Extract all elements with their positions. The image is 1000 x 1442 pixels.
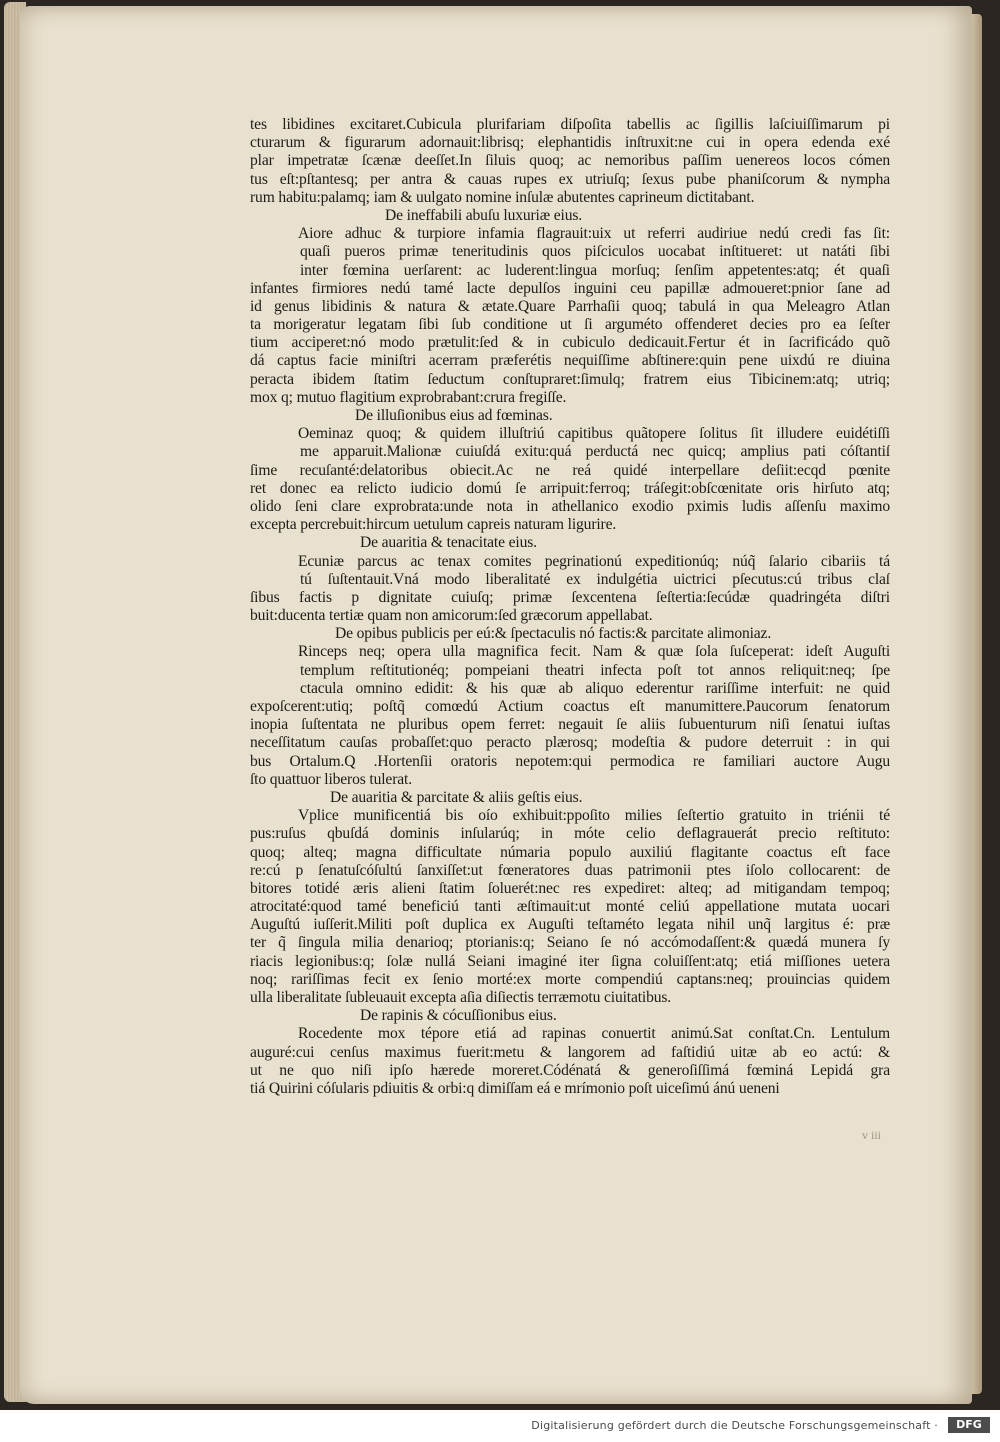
- text-line: ſime recuſanté:delatoribus obiecit.Ac ne reá quidé interpellare deſiit:ecqd pœnite: [250, 461, 890, 479]
- text-line: peracta ibidem ſtatim ſeductum conſtupraret:ſimulq; fratrem eius Tibicinem:atq; utriq;: [250, 370, 890, 388]
- text-line: quoq; alteq; magna difficultate númaria populo auxiliú flagitante coactus eſt face: [250, 843, 890, 861]
- dfg-logo-icon: DFG: [948, 1417, 990, 1433]
- section-heading: De opibus publicis per eú:& ſpectaculis nó factis:& parcitate alimoniaz.: [335, 625, 772, 643]
- text-line: plar impetratæ ſcænæ deeſſet.In ſiluis quoq; ac nemoribus paſſim uenereos locos cómen: [250, 152, 890, 170]
- section-heading: De auaritia & parcitate & aliis geſtis eius.: [330, 788, 583, 806]
- text-line: noq; rariſſimas fecit ex ſenio morté:ex morte compendiú captans:neq; prouincias quidem: [250, 970, 890, 988]
- section-heading: De ineffabili abuſu luxuriæ eius.: [385, 206, 583, 224]
- text-line: bitores totidé æris alieni ſtatim ſoluerét:nec res expediret: alteq; ad mitigandam tempoq;: [250, 879, 890, 897]
- text-line: neceſſitatum cauſas probaſſet:quo peracto plærosq; modeſtia & pudore deterruit : in qui: [250, 734, 890, 752]
- text-line: tú ſuſtentauit.Vná modo liberalitaté ex indulgétia uictrici pſecutus:cú tribus claſ: [300, 570, 890, 588]
- text-line: inopia ſuſtentata ne pluribus opem ferret: negauit ſe aliis ſubuenturum niſi ſenatui iuſtas: [250, 716, 890, 734]
- text-line: atrocitaté:quod tamé beneficiú tanti æſtimauit:ut monté celiú appellatione mutata uocari: [250, 898, 890, 916]
- text-line: me apparuit.Malionæ cuiuſdá exitu:quá perductá nec quicq; amplius pati cóſtantiſ: [300, 443, 890, 461]
- text-line: Aiore adhuc & turpiore infamia flagrauit:uix ut referri audiriue nedú credi fas ſit:: [298, 225, 890, 243]
- section-heading: De rapinis & cócuſſionibus eius.: [360, 1007, 557, 1025]
- text-line: inter fœmina uerſarent: ac luderent:lingua morſuq; ſenſim appetentes:atq; ét quaſi: [300, 261, 890, 279]
- text-line: buit:ducenta tertiæ quam non amicorum:ſed græcorum appellabat.: [250, 607, 653, 625]
- text-line: ctacula omnino edidit: & his quæ ab aliquo ederentur rariſſime interfuit: ne quid: [300, 679, 890, 697]
- text-line: ſibus factis p dignitate cuiuſq; primæ ſexcentena ſeſtertia:ſecúdæ quadringéta diſtri: [250, 588, 890, 606]
- text-line: quaſi pueros primæ teneritudinis quos piſciculos uocabat inſtitueret: ut natáti ſibi: [300, 243, 890, 261]
- text-line: id genus libidinis & natura & ætate.Quare Parrhaſii quoq; tabulá in qua Meleagro Atlan: [250, 297, 890, 315]
- funding-credit: Digitalisierung gefördert durch die Deutsche Forschungsgemeinschaft ·: [531, 1419, 938, 1432]
- text-line: ter q̃ ſingula milia denarioq; ptorianis:q; Seiano ſe nó accómodaſſent:& quædá munera ſy: [250, 934, 890, 952]
- text-line: bus Ortalum.Q .Hortenſii oratoris nepotem:qui permodica re familiari auctore Augu: [250, 752, 890, 770]
- text-line: rum habitu:palamq; iam & uulgato nomine inſulæ abutentes caprineum dictitabant.: [250, 188, 755, 206]
- text-line: tus eſt:pſtantesq; per antra & cauas rupes ex utriuſq; ſexus pube phaniſcorum & nympha: [250, 170, 890, 188]
- section-heading: De auaritia & tenacitate eius.: [360, 534, 537, 552]
- footer-bar: [0, 1410, 1000, 1442]
- text-line: infantes firmiores nedú tamé lacte depulſos inguini ceu papillæ admoueret:pnior ſane ad: [250, 279, 890, 297]
- text-line: expoſcerent:utiq; poſtq̃ comœdú Actium coactus eſt manumittere.Paucorum ſenatorum: [250, 698, 890, 715]
- text-line: ta morigeratur legatam ſibi ſub conditione ut ſi arguméto offenderet decies pro ea ſeſter: [250, 316, 890, 334]
- text-line: tiá Quirini cóſularis pdiuitis & orbi:q dimiſſam eá e mrímonio poſt uiceſimú ánú ueneni: [250, 1079, 780, 1097]
- section-heading: De illuſionibus eius ad fœminas.: [355, 407, 553, 424]
- text-line: olido ſeni clare exprobrata:unde nota in athellanico exodio pximis ludis aſſenſu maximo: [250, 497, 890, 515]
- text-line: excepta percrebuit:hircum uetulum capreis naturam ligurire.: [250, 516, 617, 534]
- text-line: ſto quattuor liberos tulerat.: [250, 770, 412, 788]
- text-line: auguré:cui cenſus maximus fuerit:metu & langorem ad faſtidiú uitæ ab eo actú: &: [250, 1043, 890, 1061]
- text-line: re:cú p ſenatuſcóſultú ſanxiſſet:ut fœneratores duas patrimonii ptes iſolo collocarent: de: [250, 861, 890, 879]
- text-line: riacis legionibus:q; ſolæ nullá Seiani imaginé iter ſigna coluiſſent:atq; etiá miſſiones uetera: [250, 952, 890, 970]
- text-line: ut ne quo niſi ipſo hærede moreret.Códénatá & generoſiſſimá fœminá Lepidá gra: [250, 1061, 890, 1079]
- text-block: [250, 116, 890, 1098]
- text-line: Vplice munificentiá bis oío exhibuit:ppoſito milies ſeſtertio gratuito in triénii té: [298, 807, 890, 825]
- text-line: Ecuniæ parcus ac tenax comites pegrinationú expeditionúq; núq̃ ſalario cibariis tá: [298, 552, 890, 570]
- text-line: dá captus facie miniſtri acerram præferétis nequiſſime abſtinere:quin pene uixdú re diuina: [250, 352, 890, 370]
- text-line: Oeminaz quoq; & quidem illuſtriú capitibus quãtopere ſolitus ſit illudere euidétiſſi: [298, 425, 890, 443]
- text-line: Auguſtú iuſſerit.Militi poſt duplica ex Auguſti teſtaméto legata nihil unq̃ largitus é: præ: [250, 916, 890, 934]
- text-line: ulla liberalitate ſubleuauit excepta aſia diſiectis terræmotu ciuitatibus.: [250, 989, 672, 1006]
- right-page-edge: [972, 14, 982, 1394]
- text-line: Rocedente mox tépore etiá ad rapinas conuertit animú.Sat conſtat.Cn. Lentulum: [298, 1025, 890, 1043]
- page-signature: v iii: [862, 1128, 882, 1142]
- text-line: mox q; mutuo flagitium exprobrabant:crura fregiſſe.: [250, 388, 567, 406]
- text-line: tium acciperet:nó modo prætulit:ſed & in cubiculo dedicauit.Fertur ét in ſacrificádo quõ: [250, 334, 890, 352]
- text-line: tes libidines excitaret.Cubicula plurifariam diſpoſita tabellis ac ſigillis laſciuiſſimarum pi: [250, 116, 890, 133]
- text-line: pus:ruſus qbuſdá dominis inſularúq; in móte celio deflagrauerát precio reſtituto:: [250, 825, 890, 843]
- text-line: ret donec ea relicto iudicio domú ſe arripuit:ferroq; tráſegit:obſcœnitate oris hirſuto atq;: [250, 479, 890, 497]
- text-line: templum reſtitutionéq; pompeiani theatri infecta poſt tot annos reliquit:neq; ſpe: [300, 661, 890, 679]
- text-line: Rinceps neq; opera ulla magnifica fecit. Nam & quæ ſola ſuſceperat: ideſt Auguſti: [298, 643, 890, 661]
- text-line: cturarum & figurarum adornauit:librisq; elephantidis inſtruxit:ne cui in opera edenda exé: [250, 134, 890, 152]
